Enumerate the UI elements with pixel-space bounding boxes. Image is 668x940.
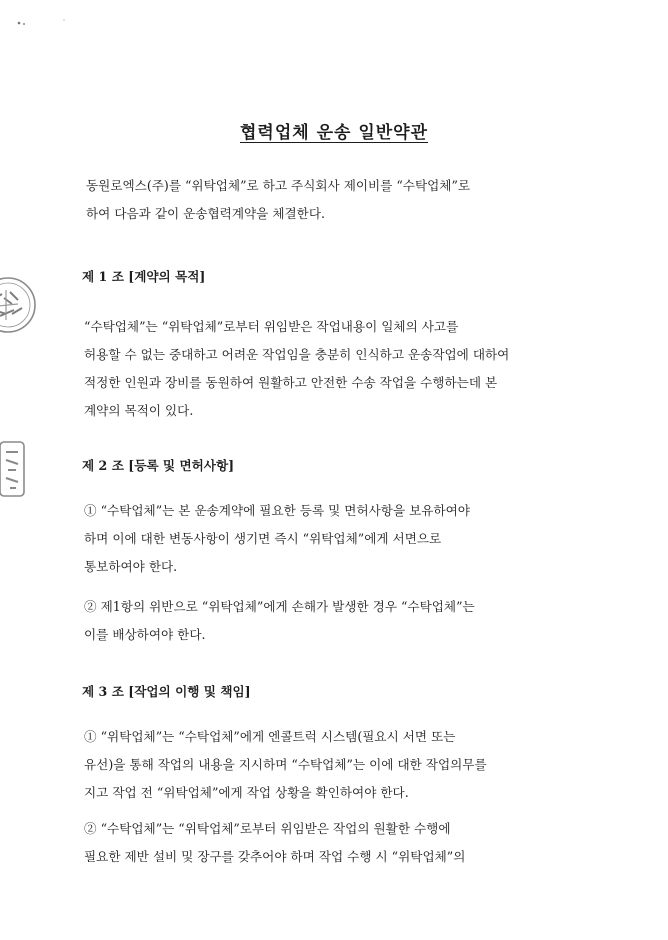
article-3-paragraph-2: [84, 815, 465, 871]
article-2-paragraph-1: [84, 497, 470, 581]
paragraph-line: ② 제1항의 위반으로 “위탁업체”에게 손해가 발생한 경우 “수탁업체”는: [84, 599, 475, 614]
intro-line: 하여 다음과 같이 운송협력계약을 체결한다.: [86, 206, 325, 221]
article-3-paragraph-1: [84, 723, 487, 807]
paragraph-line: “수탁업체”는 “위탁업체”로부터 위임받은 작업내용이 일체의 사고를: [84, 319, 459, 334]
paragraph-line: 하며 이에 대한 변동사항이 생기면 즉시 “위탁업체”에게 서면으로: [84, 531, 442, 546]
paragraph-line: 적정한 인원과 장비를 동원하여 원활하고 안전한 수송 작업을 수행하는데 본: [84, 375, 498, 390]
paragraph-line: ② “수탁업체”는 “위탁업체”로부터 위임받은 작업의 원활한 수행에: [84, 821, 451, 836]
scan-specks: [16, 16, 76, 32]
partial-seal-stamp-icon: [0, 438, 28, 500]
paragraph-line: 이를 배상하여야 한다.: [84, 627, 206, 642]
paragraph-line: 필요한 제반 설비 및 장구를 갖추어야 하며 작업 수행 시 “위탁업체”의: [84, 849, 466, 864]
article-1-heading: 제 1 조 [계약의 목적]: [82, 269, 206, 284]
paragraph-line: ① “위탁업체”는 “수탁업체”에게 엔콜트럭 시스템(필요시 서면 또는: [84, 729, 456, 744]
paragraph-line: 통보하여야 한다.: [84, 559, 178, 574]
article-3-heading: 제 3 조 [작업의 이행 및 책임]: [82, 684, 251, 699]
document-title: 협력업체 운송 일반약관: [239, 123, 429, 143]
paragraph-line: 유선)을 통해 작업의 내용을 지시하며 “수탁업체”는 이에 대한 작업의무를: [84, 757, 487, 772]
article-2-paragraph-2: [84, 593, 475, 649]
paragraph-line: 허용할 수 없는 중대하고 어려운 작업임을 충분히 인식하고 운송작업에 대하여: [84, 347, 510, 362]
intro-line: 동원로엑스(주)를 “위탁업체”로 하고 주식회사 제이비를 “수탁업체”로: [86, 178, 471, 193]
company-seal-stamp-icon: [0, 270, 38, 340]
paragraph-line: ① “수탁업체”는 본 운송계약에 필요한 등록 및 면허사항을 보유하여야: [84, 503, 470, 518]
article-1-paragraph: [84, 313, 509, 425]
paragraph-line: 지고 작업 전 “위탁업체”에게 작업 상황을 확인하여야 한다.: [84, 785, 409, 800]
paragraph-line: 계약의 목적이 있다.: [84, 403, 194, 418]
intro-paragraph: [86, 172, 470, 228]
article-2-heading: 제 2 조 [등록 및 면허사항]: [82, 458, 235, 473]
